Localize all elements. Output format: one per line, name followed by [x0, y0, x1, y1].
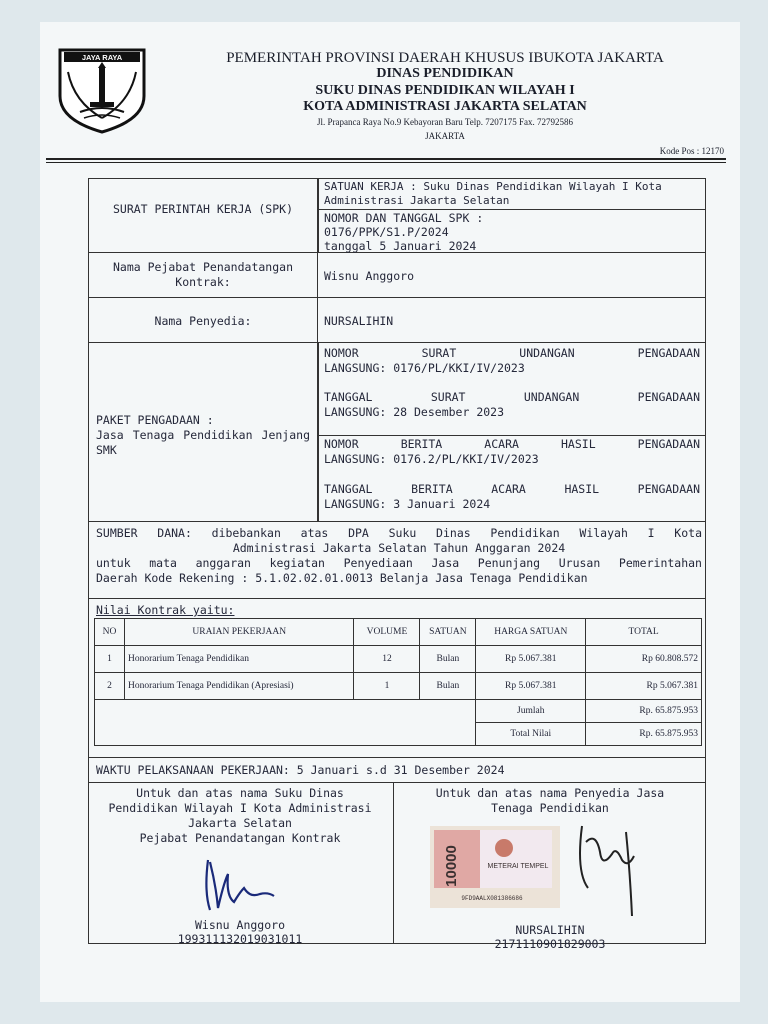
undangan-nomor-line1: NOMOR SURAT UNDANGAN PENGADAAN: [324, 346, 700, 360]
pejabat-label: Nama Pejabat Penandatangan Kontrak:: [112, 260, 293, 289]
tanggal-spk: tanggal 5 Januari 2024: [324, 239, 477, 253]
cell-no: 1: [95, 646, 125, 673]
col-header: TOTAL: [586, 619, 702, 646]
sumber-dana-line1: SUMBER DANA: dibebankan atas DPA Suku Dinas Pendidikan Wilayah I Kota: [96, 526, 702, 540]
label-column: [88, 178, 318, 522]
postal-code: Kode Pos : 12170: [659, 146, 724, 156]
satuan-kerja: SATUAN KERJA : Suku Dinas Pendidikan Wilayah I Kota Administrasi Jakarta Selatan: [324, 180, 662, 207]
col-header: SATUAN: [420, 619, 476, 646]
header-rule-thin: [46, 162, 726, 163]
nomor-spk: 0176/PPK/S1.P/2024: [324, 225, 449, 239]
sumber-dana-line3: untuk mata anggaran kegiatan Penyediaan Jasa Penunjang Urusan Pemerintahan: [96, 556, 702, 570]
table-row: [95, 646, 702, 673]
sumber-dana-line4: Daerah Kode Rekening : 5.1.02.02.01.0013 Belanja Jasa Tenaga Pendidikan: [96, 571, 588, 585]
sig-left-nip: 199311132019031011: [177, 932, 303, 946]
sig-right-name: NURSALIHIN: [515, 923, 585, 937]
total-value: Rp. 65.875.953: [586, 723, 702, 746]
col-header: VOLUME: [354, 619, 420, 646]
header-rule: [46, 158, 726, 160]
cell-satuan: Bulan: [420, 646, 476, 673]
undangan-tanggal-line1: TANGGAL SURAT UNDANGAN PENGADAAN: [324, 390, 700, 404]
sig-left-line3: Jakarta Selatan: [188, 816, 292, 830]
undangan-nomor-line2: LANGSUNG: 0176/PL/KKI/IV/2023: [324, 361, 525, 375]
sumber-dana-line2: Administrasi Jakarta Selatan Tahun Anggaran 2024: [232, 541, 566, 555]
signature-wisnu: [198, 852, 278, 918]
sig-left-line1: Untuk dan atas nama Suku Dinas: [136, 786, 344, 800]
col-header: NO: [95, 619, 125, 646]
stamp-code: 9FD9AALX081386686: [461, 895, 523, 902]
cell-harga: Rp 5.067.381: [476, 673, 586, 700]
berita-acara-nomor-line2: LANGSUNG: 0176.2/PL/KKI/IV/2023: [324, 452, 539, 466]
cell-satuan: Bulan: [420, 673, 476, 700]
paket-label: PAKET PENGADAAN :: [96, 413, 214, 427]
price-table: [94, 618, 702, 746]
total-label: Total Nilai: [476, 723, 586, 746]
penyedia-name: NURSALIHIN: [324, 314, 394, 328]
nilai-kontrak-label: Nilai Kontrak yaitu:: [96, 603, 235, 617]
cell-volume: 1: [354, 673, 420, 700]
jumlah-value: Rp. 65.875.953: [586, 700, 702, 723]
cell-harga: Rp 5.067.381: [476, 646, 586, 673]
sig-left-name: Wisnu Anggoro: [194, 918, 285, 932]
nomor-label: NOMOR DAN TANGGAL SPK :: [324, 211, 484, 225]
penyedia-label: Nama Penyedia:: [154, 314, 252, 328]
jumlah-row: [95, 700, 702, 723]
jumlah-label: Jumlah: [476, 700, 586, 723]
col-header: URAIAN PEKERJAAN: [124, 619, 354, 646]
header-city: KOTA ADMINISTRASI JAKARTA SELATAN: [303, 99, 587, 114]
sig-right-id: 2171110901829003: [494, 937, 606, 951]
cell-no: 2: [95, 673, 125, 700]
berita-acara-tanggal-line1: TANGGAL BERITA ACARA HASIL PENGADAAN: [324, 482, 700, 496]
col-header: HARGA SATUAN: [476, 619, 586, 646]
paket-description: Jasa Tenaga Pendidikan Jenjang SMK: [96, 428, 310, 457]
stamp-text: METERAI TEMPEL: [487, 863, 549, 870]
cell-uraian: Honorarium Tenaga Pendidikan: [124, 646, 354, 673]
pejabat-name: Wisnu Anggoro: [324, 269, 415, 283]
header-address: Jl. Prapanca Raya No.9 Kebayoran Baru Telp. 7207175 Fax. 72792586: [317, 117, 573, 127]
header-city-name: JAKARTA: [425, 131, 465, 141]
meterai-stamp: [430, 826, 560, 908]
empty-cell: [95, 700, 476, 746]
signature-nursalihin: [556, 812, 656, 920]
waktu-pelaksanaan: WAKTU PELAKSANAAN PEKERJAAN: 5 Januari s.d 31 Desember 2024: [96, 763, 505, 777]
sig-left-line2: Pendidikan Wilayah I Kota Administrasi: [108, 801, 372, 815]
header-sub-department: SUKU DINAS PENDIDIKAN WILAYAH I: [315, 83, 575, 98]
cell-total: Rp 5.067.381: [586, 673, 702, 700]
table-row: [95, 673, 702, 700]
sig-right-line1: Untuk dan atas nama Penyedia Jasa: [435, 786, 665, 800]
cell-uraian: Honorarium Tenaga Pendidikan (Apresiasi): [124, 673, 354, 700]
cell-total: Rp 60.808.572: [586, 646, 702, 673]
table-header-row: [95, 619, 702, 646]
stamp-value: 10000: [443, 845, 460, 887]
spk-title: SURAT PERINTAH KERJA (SPK): [112, 202, 293, 216]
berita-acara-tanggal-line2: LANGSUNG: 3 Januari 2024: [324, 497, 491, 511]
svg-text:JAYA RAYA: JAYA RAYA: [81, 53, 123, 62]
sig-left-line4: Pejabat Penandatangan Kontrak: [139, 831, 341, 845]
header-department: DINAS PENDIDIKAN: [376, 66, 514, 81]
berita-acara-nomor-line1: NOMOR BERITA ACARA HASIL PENGADAAN: [324, 437, 700, 451]
sig-right-line2: Tenaga Pendidikan: [491, 801, 609, 815]
undangan-tanggal-line2: LANGSUNG: 28 Desember 2023: [324, 405, 505, 419]
cell-volume: 12: [354, 646, 420, 673]
header-province: PEMERINTAH PROVINSI DAERAH KHUSUS IBUKOTA JAKARTA: [226, 50, 664, 66]
jaya-raya-logo: [54, 46, 150, 134]
